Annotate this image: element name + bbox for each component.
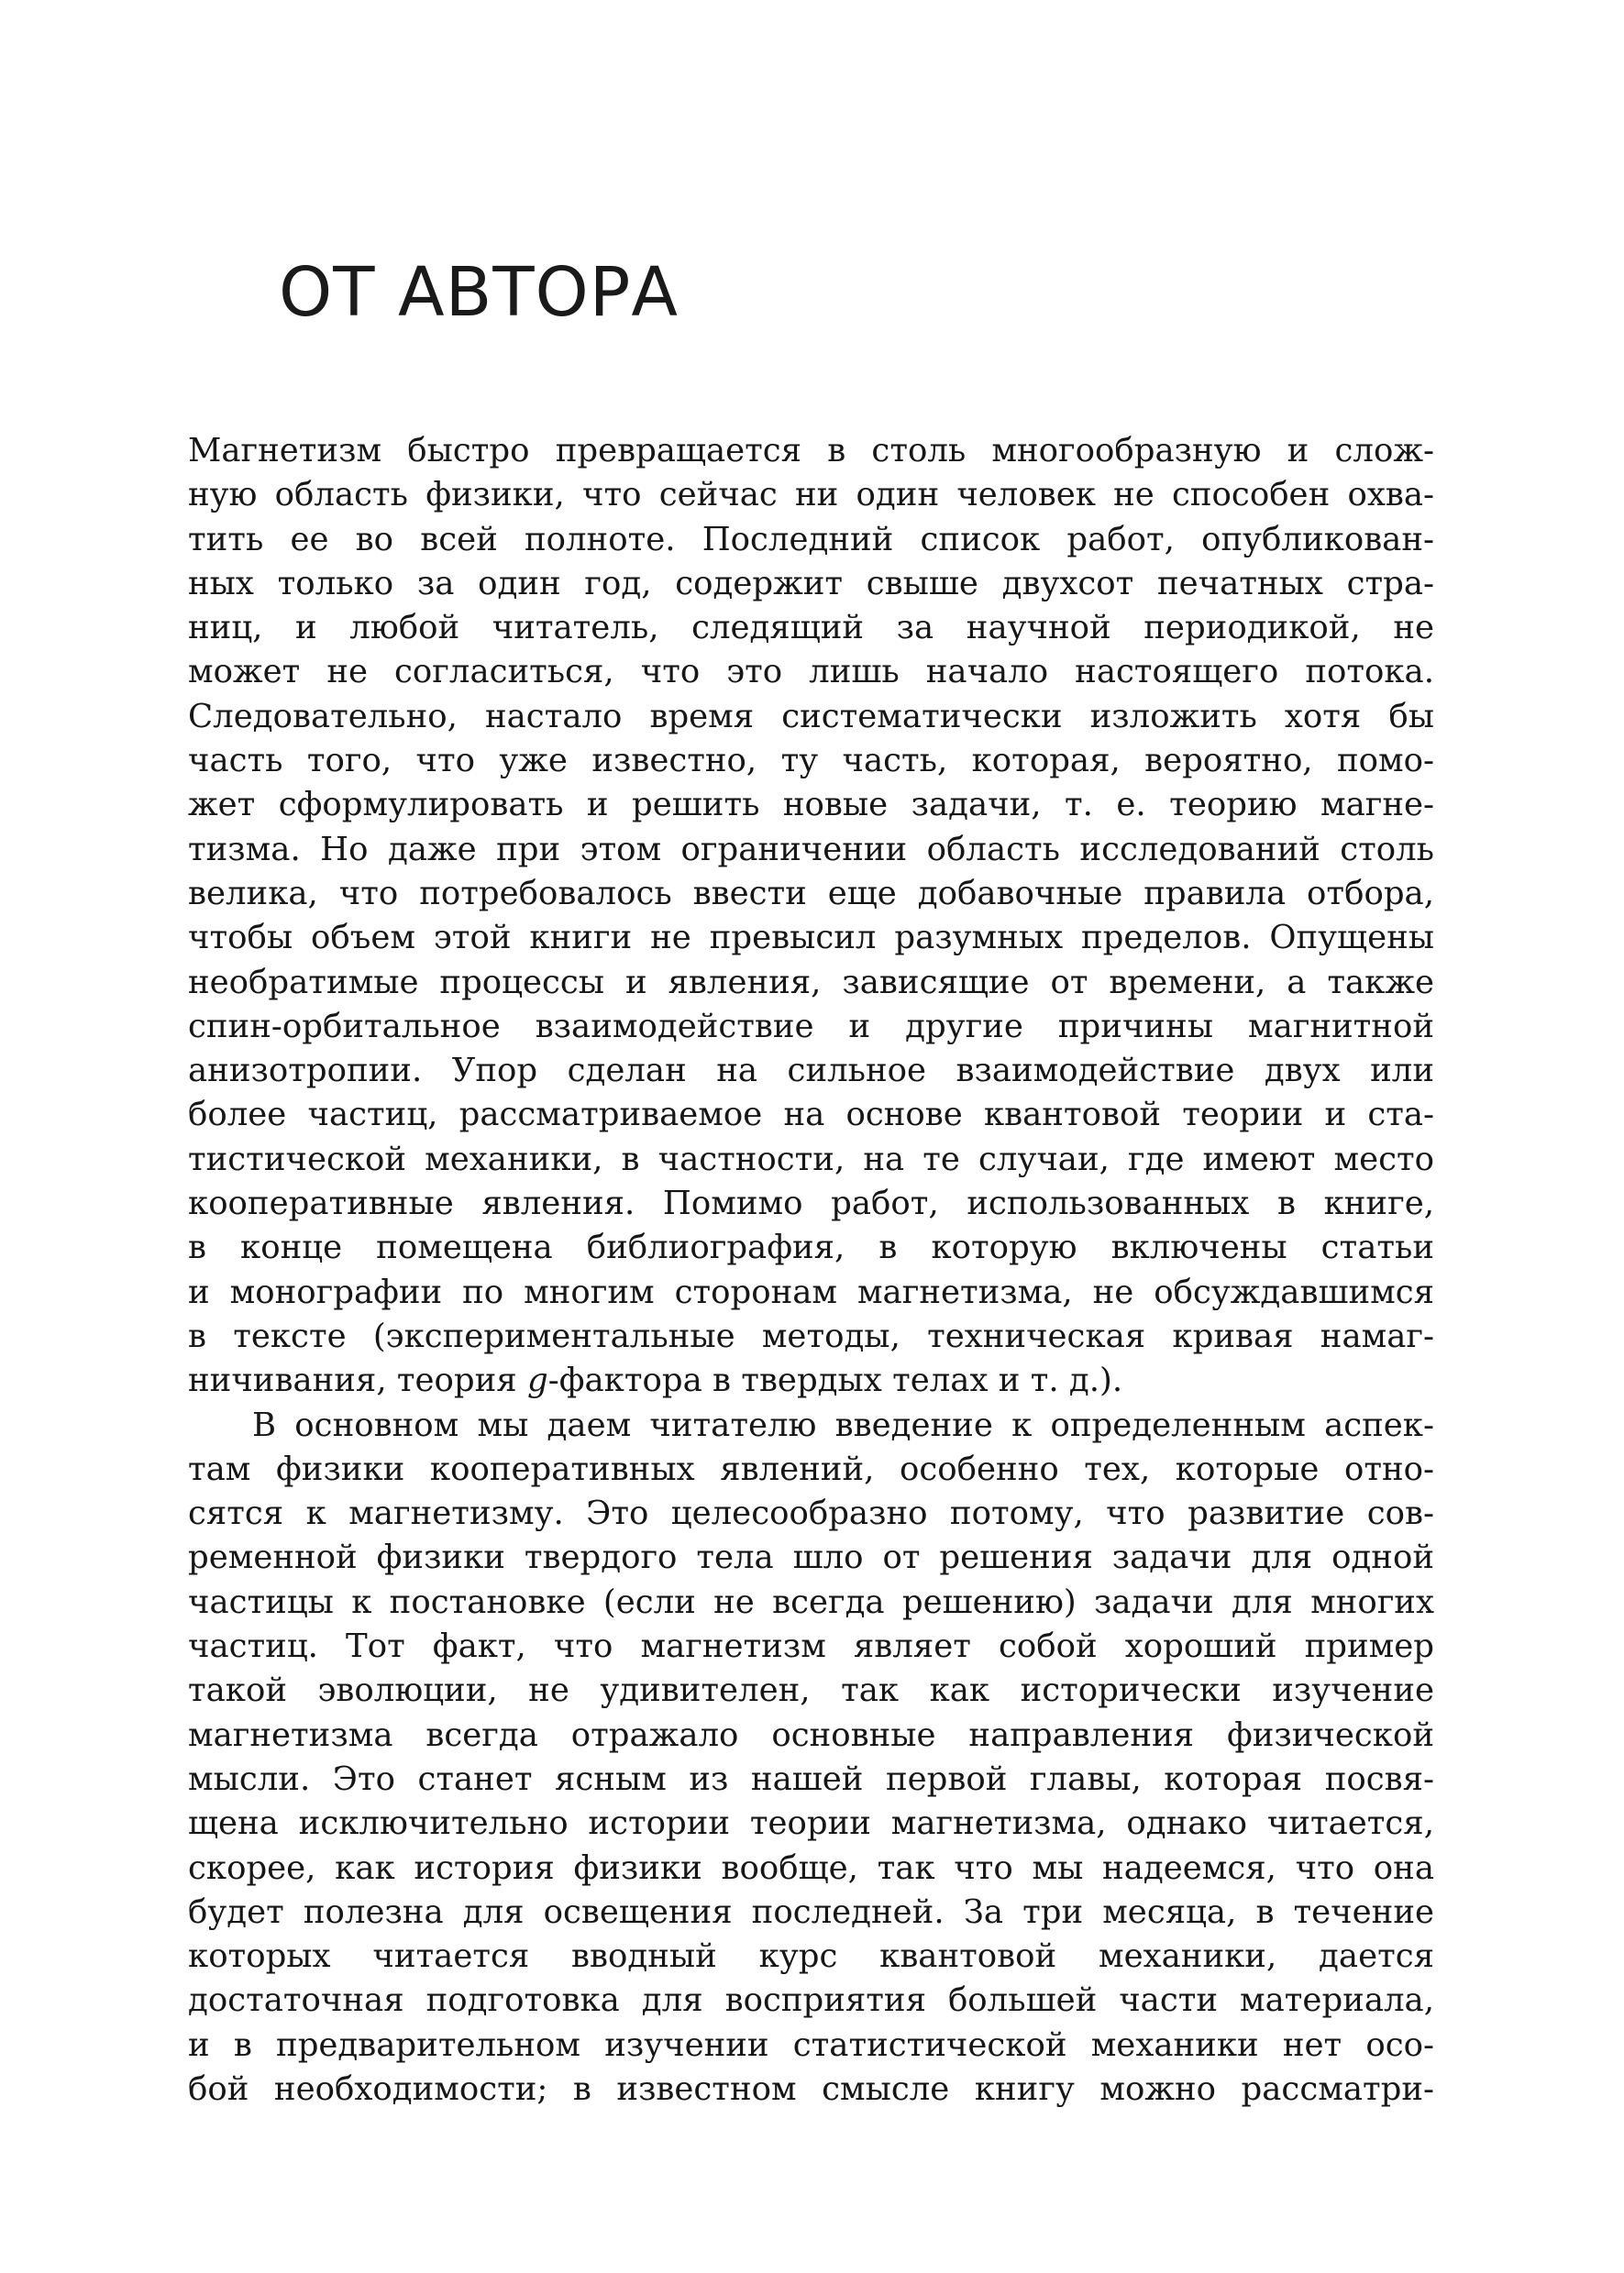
text-line: Следовательно, настало время систематически изложить хотя бы [188,697,1434,735]
text-line: и монографии по многим сторонам магнетизма, не обсуждавшимся [188,1273,1434,1311]
paragraph-2 [188,1404,1434,2113]
text-line: достаточная подготовка для восприятия большей части материала, [188,1981,1434,2020]
text-line: скорее, как история физики вообще, так что мы надеемся, что она [188,1848,1434,1887]
text-line: частиц. Тот факт, что магнетизм являет собой хороший пример [188,1628,1434,1666]
text-line: чтобы объем этой книги не превысил разумных пределов. Опущены [188,919,1434,957]
chapter-title: ОТ АВТОРА [279,253,679,332]
text-line: велика, что потребовалось ввести еще добавочные правила отбора, [188,874,1434,912]
text-line: сятся к магнетизму. Это целесообразно потому, что развитие сов- [188,1495,1434,1533]
text-line: щена исключительно истории теории магнетизма, однако читается, [188,1804,1434,1843]
text-line: жет сформулировать и решить новые задачи, т. е. теорию магне- [188,786,1434,824]
text-line: более частиц, рассматриваемое на основе квантовой теории и ста- [188,1096,1434,1134]
text-line: может не согласиться, что это лишь начало настоящего потока. [188,653,1434,691]
text-fragment: -фактора в твердых телах и т. д.). [547,1362,1123,1400]
text-line: и в предварительном изучении статистической механики нет осо- [188,2025,1434,2064]
text-line: там физики кооперативных явлений, особенно тех, которые отно- [188,1450,1434,1488]
paragraph-1 [188,429,1434,1404]
text-line: бой необходимости; в известном смысле книгу можно рассматри- [188,2069,1434,2108]
text-line: мысли. Это станет ясным из нашей первой главы, которая посвя- [188,1760,1434,1798]
body-text [188,429,1434,2112]
text-line: такой эволюции, не удивителен, так как исторически изучение [188,1672,1434,1710]
text-line-last [188,1359,1434,1403]
text-line: Магнетизм быстро превращается в столь многообразную и слож- [188,432,1434,469]
text-line-indented: В основном мы даем читателю введение к определенным аспек- [252,1406,1434,1444]
text-line: тизма. Но даже при этом ограничении область исследований столь [188,830,1434,868]
text-line: тить ее во всей полноте. Последний список работ, опубликован- [188,520,1434,558]
text-line: ременной физики твердого тела шло от решения задачи для одной [188,1539,1434,1577]
text-fragment: ничивания, теория [188,1362,527,1400]
text-line: спин-орбитальное взаимодействие и другие причины магнитной [188,1007,1434,1045]
text-line: которых читается вводный курс квантовой механики, дается [188,1937,1434,1976]
text-line: ную область физики, что сейчас ни один человек не способен охва- [188,476,1434,514]
italic-symbol: g [526,1362,548,1400]
text-line: в тексте (экспериментальные методы, техническая кривая намаг- [188,1317,1434,1355]
text-line: необратимые процессы и явления, зависящие от времени, а также [188,963,1434,1001]
text-line: кооперативные явления. Помимо работ, использованных в книге, [188,1185,1434,1223]
text-line: ных только за один год, содержит свыше двухсот печатных стра- [188,564,1434,602]
text-line: в конце помещена библиография, в которую включены статьи [188,1229,1434,1267]
text-line: анизотропии. Упор сделан на сильное взаимодействие двух или [188,1052,1434,1090]
text-line: будет полезна для освещения последней. За три месяца, в течение [188,1892,1434,1931]
text-line: частицы к постановке (если не всегда решению) задачи для многих [188,1583,1434,1621]
text-line: ниц, и любой читатель, следящий за научной периодикой, не [188,609,1434,647]
text-line: магнетизма всегда отражало основные направления физической [188,1716,1434,1754]
text-line: тистической механики, в частности, на те случаи, где имеют место [188,1140,1434,1178]
text-line: часть того, что уже известно, ту часть, которая, вероятно, помо- [188,742,1434,780]
